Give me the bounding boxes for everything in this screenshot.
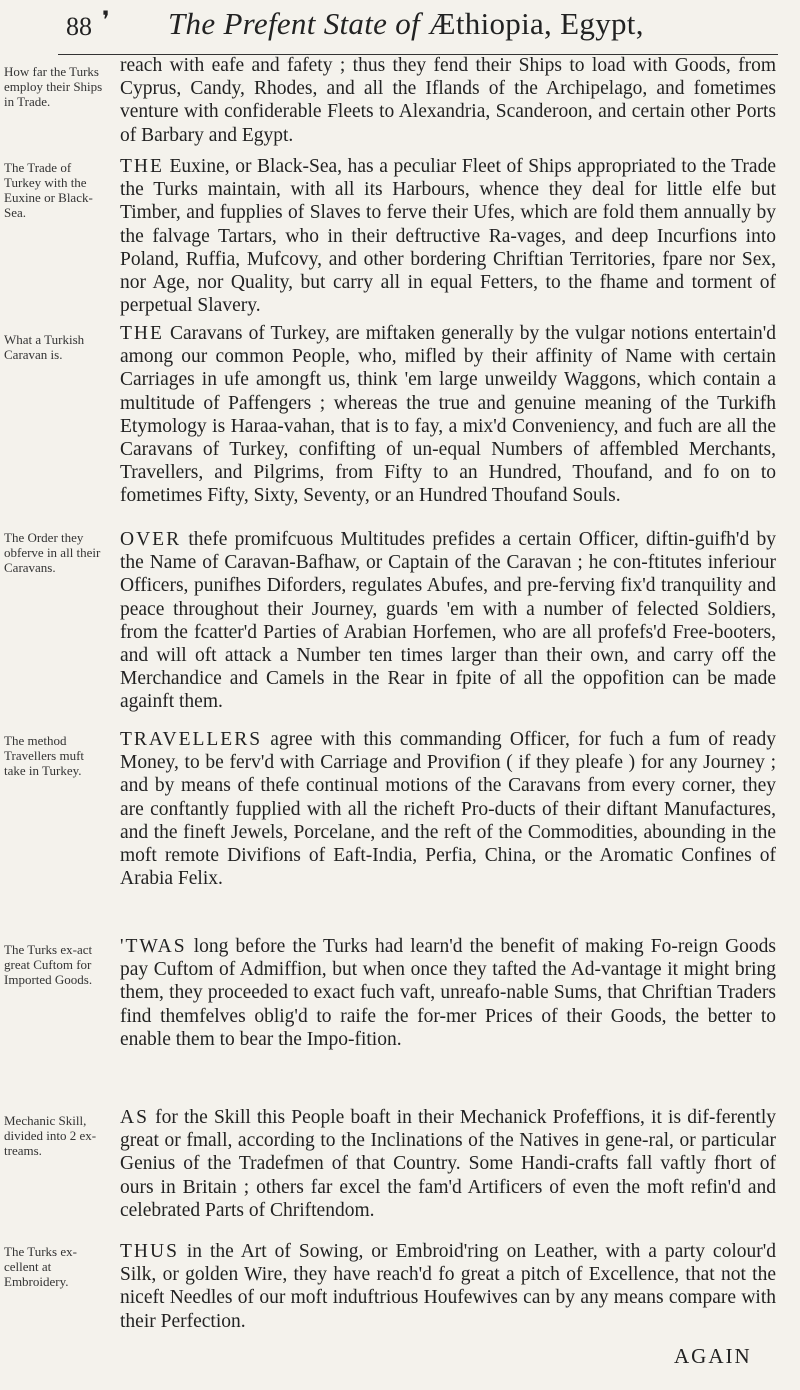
paragraph-text: Euxine, or Black-Sea, has a peculiar Fleet of Ships appropriated to the Trade the Turks maintain, with all its Harbours, whence they deal for little elfe but Timber, and fupplies of Slaves to ferve their Ufes, which are fold them annually by the falvage Tartars, who in their deftructive Ra-vages, and deep Incurfions into Poland, Ruffia, Mufcovy, and other bordering Chriftian Territories, fpare nor Sex, nor Age, nor Quality, but carry all in equal Fetters, to the fhame and torment of perpetual Slavery.	[120, 156, 776, 317]
margin-note: The Order they obferve in all their Caravans.	[4, 530, 101, 575]
paragraph	[120, 935, 776, 1051]
running-header	[58, 2, 778, 55]
margin-note: The method Travellers muft take in Turkey.	[4, 733, 85, 778]
margin-note: The Trade of Turkey with the Euxine or Black-Sea.	[4, 160, 93, 220]
paragraph-lead: TRAVELLERS	[120, 729, 263, 750]
paragraph	[120, 322, 776, 508]
paragraph-lead: THUS	[120, 1241, 179, 1262]
paragraph	[120, 1106, 776, 1222]
paragraph	[120, 54, 776, 147]
paragraph-text: reach with eafe and fafety ; thus they fend their Ships to load with Goods, from Cyprus, Candy, Rhodes, and all the Iflands of the Archipelago, and fometimes venture with confiderable Fleets to Alexandria, Scanderoon, and certain other Ports of Barbary and Egypt.	[120, 55, 776, 146]
paragraph	[120, 155, 776, 317]
paragraph-text: agree with this commanding Officer, for fuch a fum of ready Money, to be ferv'd with Carriage and Provifion ( if they pleafe ) for any Journey ; and by means of thefe continual motions of the Caravans from every corner, they are conftantly fupplied with all the richeft Pro-ducts of their diftant Manufactures, and the fineft Jewels, Porcelane, and the reft of the Commodities, abounding in the moft remote Divifions of Eaft-India, Perfia, China, or the Aromatic Confines of Arabia Felix.	[120, 729, 776, 890]
margin-note: Mechanic Skill, divided into 2 ex-treams.	[4, 1113, 97, 1158]
paragraph-lead: OVER	[120, 529, 182, 550]
paragraph	[120, 1240, 776, 1333]
running-title	[168, 6, 644, 42]
title-prefix: The Prefent State of	[168, 6, 428, 41]
page-number: 88	[66, 12, 92, 41]
paragraph	[120, 728, 776, 890]
ornament-icon: ❜	[102, 8, 110, 34]
catchword: AGAIN	[674, 1344, 752, 1368]
paragraph-text: long before the Turks had learn'd the benefit of making Fo-reign Goods pay Cuftom of Admiffion, but when once they tafted the Ad-vantage it might bring them, they proceeded to exact fuch vaft, unreafo-nable Sums, that Chriftian Traders find themfelves oblig'd to raife the for-mer Prices of their Goods, the better to enable them to bear the Impo-fition.	[120, 936, 776, 1050]
paragraph	[120, 528, 776, 714]
paragraph-lead: THE	[120, 156, 164, 177]
paragraph-lead: THE	[120, 323, 164, 344]
paragraph-text: thefe promifcuous Multitudes prefides a certain Officer, diftin-guifh'd by the Name of Caravan-Bafhaw, or Captain of the Caravan ; he con-ftitutes inferiour Officers, punifhes Diforders, regulates Abufes, and pre-ferving fix'd tranquility and peace throughout their Journey, guards 'em with a number of felected Soldiers, from the fcatter'd Parties of Arabian Horfemen, who are all profefs'd Free-booters, and will oft attack a Number ten times larger than their own, and carry off the Merchandice and Camels in the Rear in fpite of all the oppofition can be made againft them.	[120, 529, 776, 713]
paragraph-text: in the Art of Sowing, or Embroid'ring on Leather, with a party colour'd Silk, or golden Wire, they have reach'd fo great a pitch of Excellence, that not the niceft Needles of our moft induftrious Houfewives can by any means compare with their Perfection.	[120, 1241, 776, 1332]
paragraph-text: for the Skill this People boaft in their Mechanick Profeffions, it is dif-ferently great or fmall, according to the Inclinations of the Natives in gene-ral, or particular Genius of the Tradefmen of that Country. Some Handi-crafts fall vaftly fhort of ours in Britain ; others far excel the fam'd Artificers of even the moft refin'd and celebrated Parts of Chriftendom.	[120, 1107, 776, 1221]
margin-note: The Turks ex-cellent at Embroidery.	[4, 1244, 77, 1289]
margin-note: How far the Turks employ their Ships in Trade.	[4, 64, 103, 109]
title-subject: Æthiopia, Egypt,	[428, 6, 644, 41]
margin-note: What a Turkish Caravan is.	[4, 332, 85, 362]
paragraph-lead: AS	[120, 1107, 149, 1128]
paragraph-lead: 'TWAS	[120, 936, 187, 957]
margin-note: The Turks ex-act great Cuftom for Imported Goods.	[4, 942, 93, 987]
paragraph-text: Caravans of Turkey, are miftaken generally by the vulgar notions entertain'd among our common People, who, mifled by their affinity of Name with certain Carriages in ufe amongft us, think 'em large unweildy Waggons, which contain a multitude of Paffengers ; whereas the true and genuine meaning of the Turkifh Etymology is Haraa-vahan, that is to fay, a mix'd Conveniency, and fuch are all the Caravans of Turkey, confifting of un-equal Numbers of affembled Merchants, Travellers, and Pilgrims, from Fifty to an Hundred, Thoufand, and fo on to fometimes Fifty, Sixty, Seventy, or an Hundred Thoufand Souls.	[120, 323, 776, 507]
